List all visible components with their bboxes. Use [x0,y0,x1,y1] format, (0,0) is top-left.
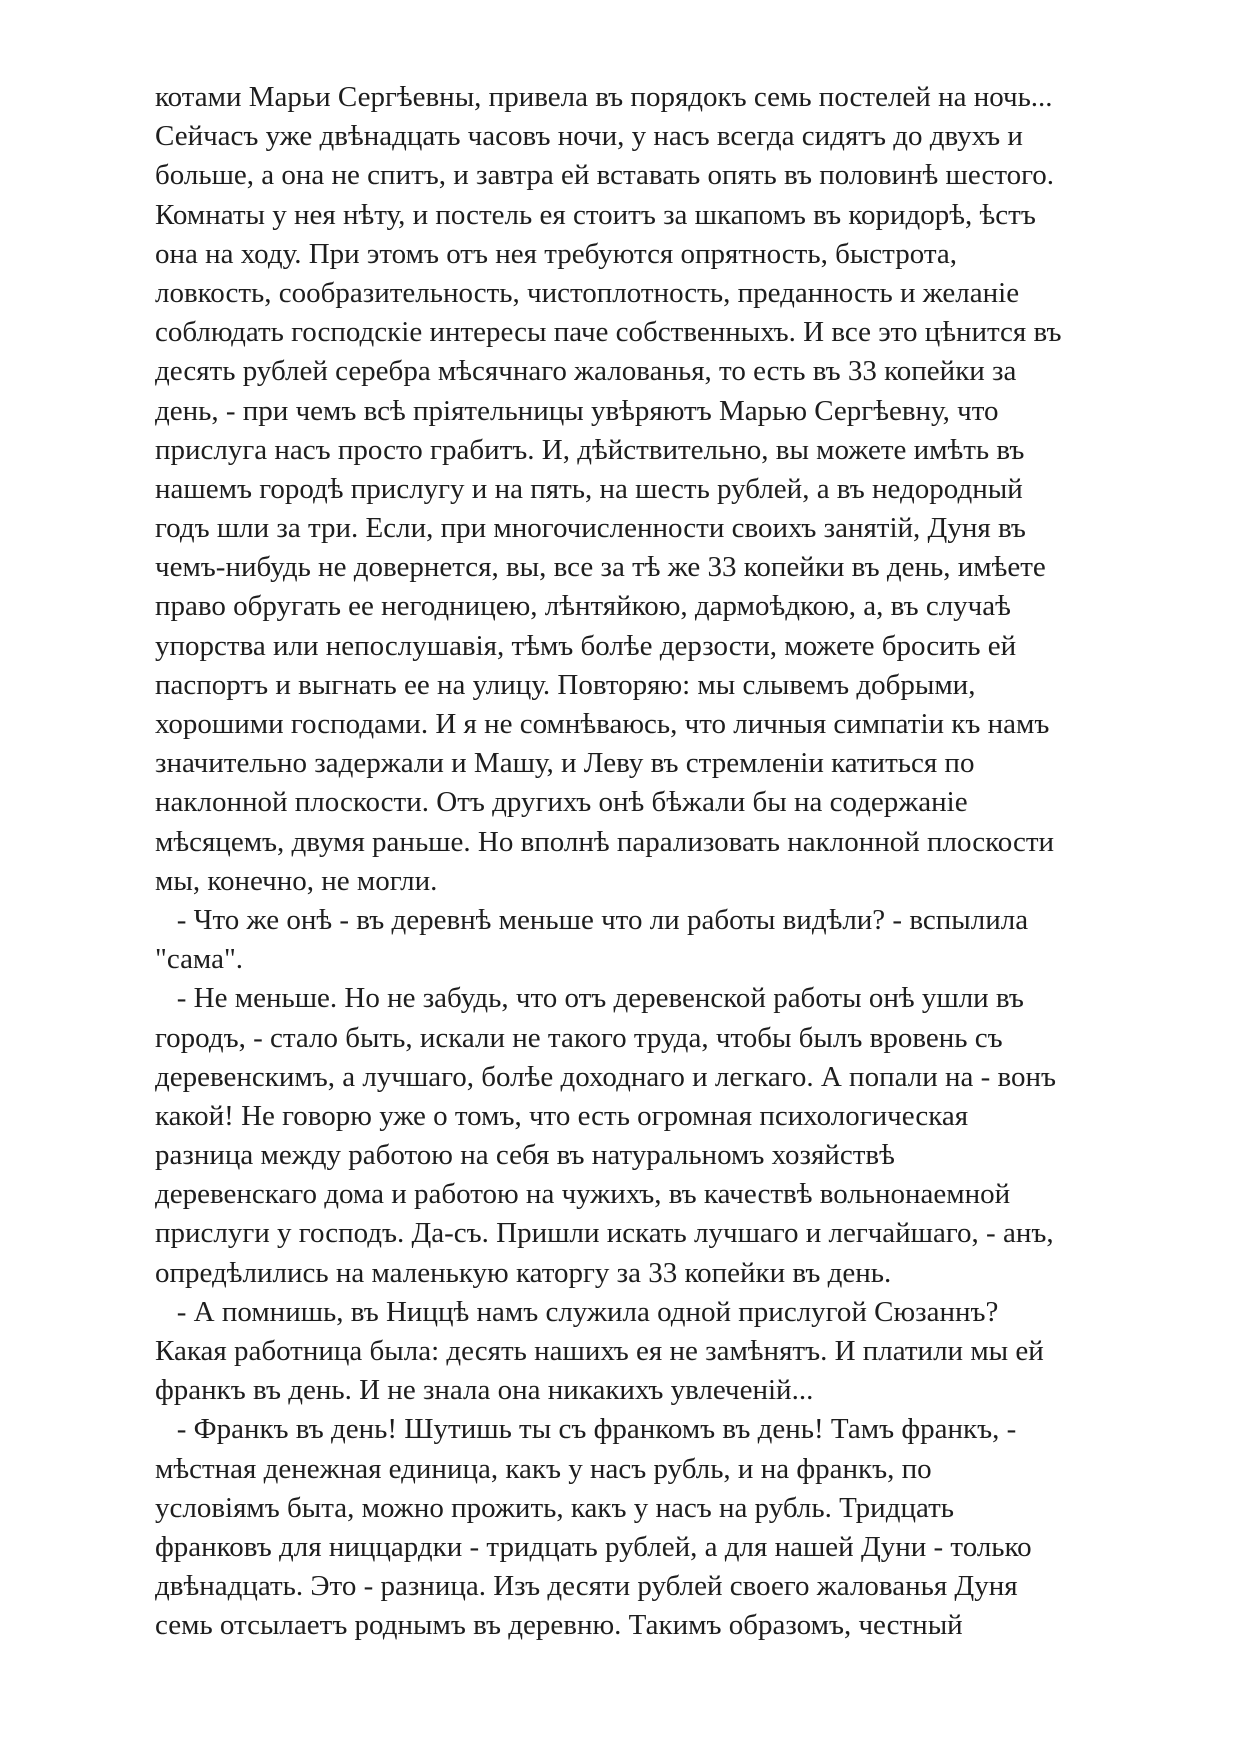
text-line: паспортъ и выгнать ее на улицу. Повторяю: мы слывемъ добрыми, [155,668,976,701]
body-text [155,78,1155,1646]
text-line: право обругать ее негодницею, лѣнтяйкою, дармоѣдкою, а, въ случаѣ [155,590,1011,623]
text-line: она на ходу. При этомъ отъ нея требуются опрятность, быстрота, [155,237,957,270]
text-line: прислуга насъ просто грабитъ. И, дѣйствительно, вы можете имѣть въ [155,433,1025,466]
text-line: день, - при чемъ всѣ пріятельницы увѣряютъ Марью Сергѣевну, что [155,394,999,427]
text-line: деревенскимъ, а лучшаго, болѣе доходнаго и легкаго. А попали на - вонъ [155,1060,1057,1093]
text-line: больше, а она не спитъ, и завтра ей вставать опять въ половинѣ шестого. [155,159,1055,192]
text-line: годъ шли за три. Если, при многочисленности своихъ занятій, Дуня въ [155,512,1026,545]
text-line: франкъ въ день. И не знала она никакихъ увлеченій... [155,1374,814,1407]
text-line: - Не меньше. Но не забудь, что отъ деревенской работы онѣ ушли въ [155,982,1024,1015]
text-line: нашемъ городѣ прислугу и на пять, на шесть рублей, а въ недородный [155,472,1023,505]
text-line: - А помнишь, въ Ниццѣ намъ служила одной прислугой Сюзаннъ? [155,1295,999,1328]
text-line: семь отсылаетъ роднымъ въ деревню. Такимъ образомъ, честный [155,1609,963,1642]
text-line: прислуги у господъ. Да-съ. Пришли искать лучшаго и легчайшаго, - анъ, [155,1217,1054,1250]
text-line: опредѣлились на маленькую каторгу за 33 копейки въ день. [155,1256,892,1289]
text-line: чемъ-нибудь не довернется, вы, все за тѣ же 33 копейки въ день, имѣете [155,551,1046,584]
text-line: - Франкъ въ день! Шутишь ты съ франкомъ въ день! Тамъ франкъ, - [155,1413,1017,1446]
text-line: разница между работою на себя въ натуральномъ хозяйствѣ [155,1139,895,1172]
text-line: ловкость, сообразительность, чистоплотность, преданность и желаніе [155,276,1020,309]
text-line: какой! Не говорю уже о томъ, что есть огромная психологическая [155,1099,969,1132]
text-line: десять рублей серебра мѣсячнаго жалованья, то есть въ 33 копейки за [155,355,1017,388]
text-line: Сейчасъ уже двѣнадцать часовъ ночи, у насъ всегда сидятъ до двухъ и [155,120,1023,153]
text-line: "сама". [155,943,244,976]
text-line: Какая работница была: десять нашихъ ея не замѣнятъ. И платили мы ей [155,1335,1044,1367]
text-line: франковъ для ниццардки - тридцать рублей, а для нашей Дуни - только [155,1530,1032,1563]
text-line: деревенскаго дома и работою на чужихъ, въ качествѣ вольнонаемной [155,1178,1011,1211]
text-line: наклонной плоскости. Отъ другихъ онѣ бѣжали бы на содержаніе [155,786,968,819]
text-line: котами Марьи Сергѣевны, привела въ порядокъ семь постелей на ночь... [155,81,1053,113]
text-line: значительно задержали и Машу, и Леву въ стремленіи катиться по [155,747,975,780]
text-line: городъ, - стало быть, искали не такого труда, чтобы былъ вровень съ [155,1021,1003,1054]
text-line: мы, конечно, не могли. [155,864,438,897]
text-line: условіямъ быта, можно прожить, какъ у насъ на рубль. Тридцать [155,1491,955,1524]
text-line: - Что же онѣ - въ деревнѣ меньше что ли работы видѣли? - вспылила [155,903,1029,936]
text-line: двѣнадцать. Это - разница. Изъ десяти рублей своего жалованья Дуня [155,1570,1018,1603]
text-line: хорошими господами. И я не сомнѣваюсь, что личныя симпатіи къ намъ [155,708,1050,740]
text-line: мѣсяцемъ, двумя раньше. Но вполнѣ парализовать наклонной плоскости [155,825,1055,858]
text-line: соблюдать господскіе интересы паче собственныхъ. И все это цѣнится въ [155,316,1062,349]
text-line: упорства или непослушавія, тѣмъ болѣе дерзости, можете бросить ей [155,629,1017,662]
text-line: Комнаты у нея нѣту, и постель ея стоитъ за шкапомъ въ коридорѣ, ѣстъ [155,198,1036,231]
text-line: мѣстная денежная единица, какъ у насъ рубль, и на франкъ, по [155,1452,932,1485]
